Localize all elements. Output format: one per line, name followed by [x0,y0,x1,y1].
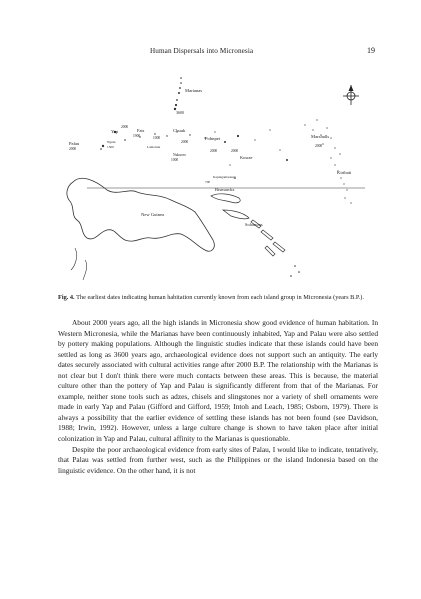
date-yap: 2000 [121,125,129,129]
date-kosrae: 2000 [231,149,239,153]
figure-caption-label: Fig. 4. [58,294,75,301]
paragraph: About 2000 years ago, all the high islands in Micronesia show good evidence of human habitation. In Western Micronesia, while the Marianas have been continuously inhabited, Yap and Palau were also settled by pottery making populations. Although the linguistic studies indicate that these islands could have been settled as long as 3600 years ago, archaeological evidence does not support such an antiquity. The early dates securely associated with cultural activities range after 2000 B.P. The relationship with the Marianas is not clear but I don't think there were much contacts between these areas. This is because, the material culture other than the pottery of Yap and Palau is significantly different from that of the Marianas. For example, neither stone tools such as adzes, chisels and slingstones nor a variety of shell ornaments were made in early Yap and Palau (Gifford and Gifford, 1959; Intoh and Leach, 1985; Osborn, 1979). There is always a possibility that the earlier evidence of settling these islands has not been found (see Davidson, 1988; Irwin, 1992). However, unless a large culture change is shown to have taken place after initial colonization in Yap and Palau, cultural affinity to the Marianas is questionable. [58,318,378,444]
figure-caption [58,293,378,302]
map-figure [55,70,375,285]
label-marshalls: Marshalls [311,134,330,139]
bismarcks-islands [211,194,249,219]
date-nukuoro: 1000 [171,158,179,162]
label-bismarcks: Bismarcks [215,187,235,192]
label-chuuk: Chuuk [173,128,186,133]
running-head: Human Dispersals into Micronesia [150,47,254,55]
micronesia-map [55,70,375,285]
date-chuuk: 2000 [181,140,189,144]
label-kiribati: Kiribati [337,170,352,175]
label-fais: Fais [137,128,145,133]
label-lamotrek: Lamotrek [147,145,161,149]
body-text [58,318,378,476]
label-marianas: Marianas [185,88,203,93]
date-pohnpei: 2000 [210,149,218,153]
label-new-guinea: New Guinea [141,212,165,217]
marianas-islands [174,77,182,110]
marshalls-islands [304,119,340,158]
date-marshalls: 2000 [315,144,323,148]
label-pohnpei: Pohnpei [205,136,221,141]
page-number: 19 [367,46,375,55]
north-arrow-icon [343,85,359,105]
label-kapingamarangi: Kapingamarangi [213,175,236,179]
figure-caption-text: The earliest dates indicating human habitation currently known from each island group in Micronesia (years B.P.). [76,294,364,301]
date-fais: 1900 [133,134,141,138]
label-ngulu: Ngulu [107,140,116,144]
label-solomons: Solomons [245,222,263,227]
label-yap: Yap [111,129,119,134]
date-palau: 2000 [69,147,77,151]
label-palau: Palau [69,141,80,146]
date-ngulu: 1500 [107,145,114,149]
date-marianas: 3600 [176,110,184,115]
label-nukuoro: Nukuoro [173,153,186,157]
date-kapingamarangi: 700 [205,180,211,184]
date-lamotrek: 1000 [153,136,161,140]
new-guinea-coast-detail [71,248,87,280]
paragraph: Despite the poor archaeological evidence from early sites of Palau, I would like to indicate, tentatively, that Palau was settled from further west, such as the Philippines or the island Indonesia based on the linguistic evidence. On the other hand, it is not [58,444,378,475]
label-kosrae: Kosrae [240,155,253,160]
vanuatu-islands [290,265,300,277]
caroline-islands [100,129,288,178]
